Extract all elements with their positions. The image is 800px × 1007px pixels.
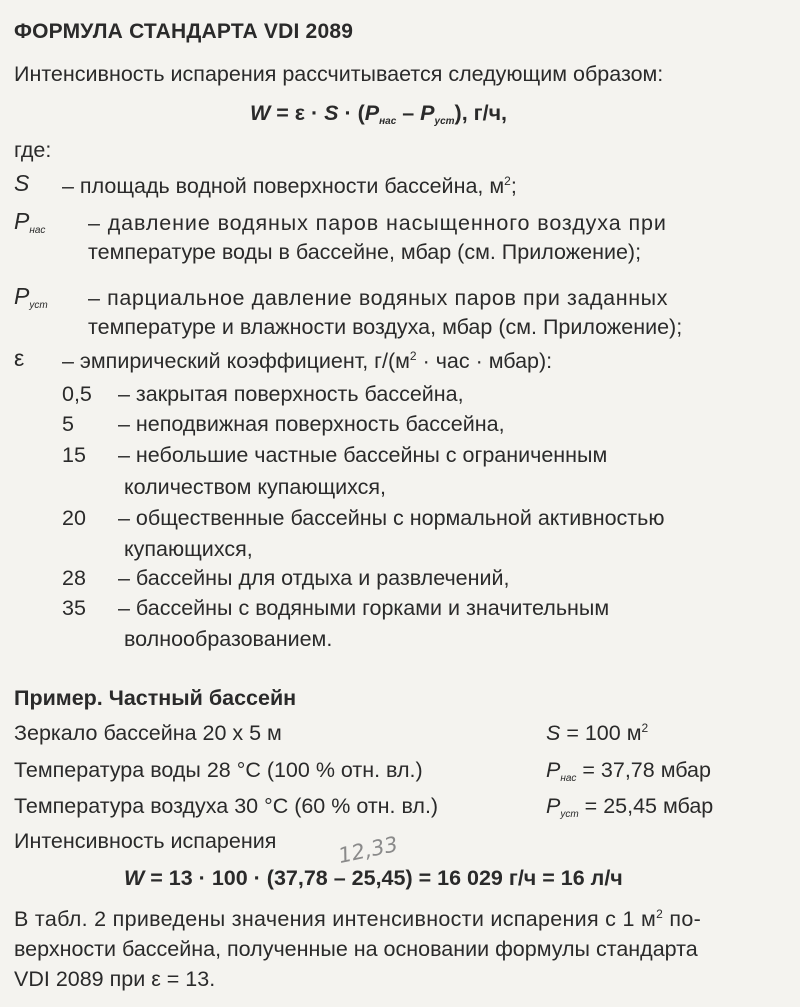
coef-value: 35 [62, 596, 86, 620]
handwritten-annotation: 12,33 [336, 832, 400, 868]
formula-minus: – [396, 101, 421, 125]
def-pust-p: P [14, 283, 30, 309]
def-pnas-symbol [14, 208, 45, 236]
def-pust-symbol [14, 283, 48, 311]
def-pnas-line2: температуре воды в бассейне, мбар (см. Приложение); [88, 240, 642, 264]
formula-mid: · ( [338, 101, 365, 125]
def-eps-symbol: ε [14, 345, 25, 371]
coef-text: – бассейны для отдыха и развлечений, [118, 566, 510, 590]
def-s-sup: 2 [504, 174, 511, 188]
coef-text: – небольшие частные бассейны с ограниченным [118, 443, 608, 467]
def-pnas-sub: нас [29, 225, 46, 236]
def-s-text [62, 172, 517, 200]
def-eps-sup: 2 [409, 349, 417, 363]
page-title: ФОРМУЛА СТАНДАРТА VDI 2089 [14, 20, 354, 43]
def-pust-line1: – парциальное давление водяных паров при заданных [88, 286, 669, 310]
example-pnas-value: = 37,78 мбар [576, 758, 711, 782]
formula-p2-sub: уст [434, 116, 455, 127]
result-expression: = 13 · 100 · (37,78 – 25,45) = 16 029 г/ч = 16 л/ч [144, 866, 623, 890]
example-s-sup: 2 [641, 721, 649, 735]
example-row1-right [546, 719, 648, 747]
example-pnas-sub: нас [560, 773, 577, 784]
coef-text-cont: купающихся, [124, 537, 253, 561]
def-pnas-line1: – давление водяных паров насыщенного воздуха при [88, 211, 667, 235]
footer-line1-a: В табл. 2 приведены значения интенсивности испарения с 1 м [14, 907, 657, 931]
coef-value: 0,5 [62, 382, 92, 406]
footer-line1-b: по- [663, 907, 702, 931]
example-pust-value: = 25,45 мбар [578, 794, 714, 818]
example-heading: Пример. Частный бассейн [14, 686, 297, 710]
example-s-value: = 100 м [560, 721, 642, 745]
example-row2-right [546, 756, 711, 793]
formula-eq: = ε · [270, 101, 325, 125]
example-row4-left: Интенсивность испарения [14, 829, 277, 853]
where-label: где: [14, 138, 52, 162]
def-pust-line2: температуре и влажности воздуха, мбар (см. Приложение); [88, 315, 683, 339]
def-pust-sub: уст [29, 300, 48, 311]
def-eps-units: · час · мбар): [416, 349, 553, 373]
formula-s: S [324, 101, 339, 125]
coef-text-cont: количеством купающихся, [124, 475, 387, 499]
coef-value: 15 [62, 443, 86, 467]
footer-line3: VDI 2089 при ε = 13. [14, 967, 216, 991]
coef-text: – общественные бассейны с нормальной активностью [118, 506, 665, 530]
def-pnas-p: P [14, 208, 30, 234]
example-pust-sub: уст [560, 809, 579, 820]
formula-p1: P [364, 101, 380, 125]
coef-text: – закрытая поверхность бассейна, [118, 382, 464, 406]
example-result [124, 864, 623, 892]
formula-w: W [250, 101, 271, 125]
formula-p1-sub: нас [379, 116, 397, 127]
example-row3-right [546, 792, 713, 829]
result-w: W [124, 866, 145, 890]
example-pust-symbol: P [546, 794, 561, 818]
footer-line2: верхности бассейна, полученные на основании формулы стандарта [14, 937, 698, 961]
coef-value: 5 [62, 412, 74, 436]
footer-line1-sup: 2 [656, 907, 664, 921]
example-pnas-symbol: P [546, 758, 561, 782]
formula-p2: P [420, 101, 435, 125]
coef-text: – неподвижная поверхность бассейна, [118, 412, 505, 436]
example-s-symbol: S [546, 721, 561, 745]
coef-value: 20 [62, 506, 86, 530]
coef-text-cont: волнообразованием. [124, 627, 333, 651]
example-row3-left: Температура воздуха 30 °С (60 % отн. вл.) [14, 794, 439, 818]
coef-value: 28 [62, 566, 86, 590]
footer-line1 [14, 905, 701, 933]
intro-text: Интенсивность испарения рассчитывается следующим образом: [14, 62, 664, 86]
def-eps-text [62, 347, 552, 375]
example-row2-left: Температура воды 28 °С (100 % отн. вл.) [14, 758, 423, 782]
example-row1-left: Зеркало бассейна 20 x 5 м [14, 721, 282, 745]
coef-text: – бассейны с водяными горками и значительным [118, 596, 610, 620]
def-s-end: ; [510, 174, 517, 198]
main-formula [250, 99, 507, 136]
formula-close: ), г/ч, [454, 101, 508, 125]
def-s-symbol: S [14, 170, 30, 196]
def-s-body: – площадь водной поверхности бассейна, м [62, 174, 505, 198]
def-eps-body: – эмпирический коэффициент, г/(м [62, 349, 410, 373]
